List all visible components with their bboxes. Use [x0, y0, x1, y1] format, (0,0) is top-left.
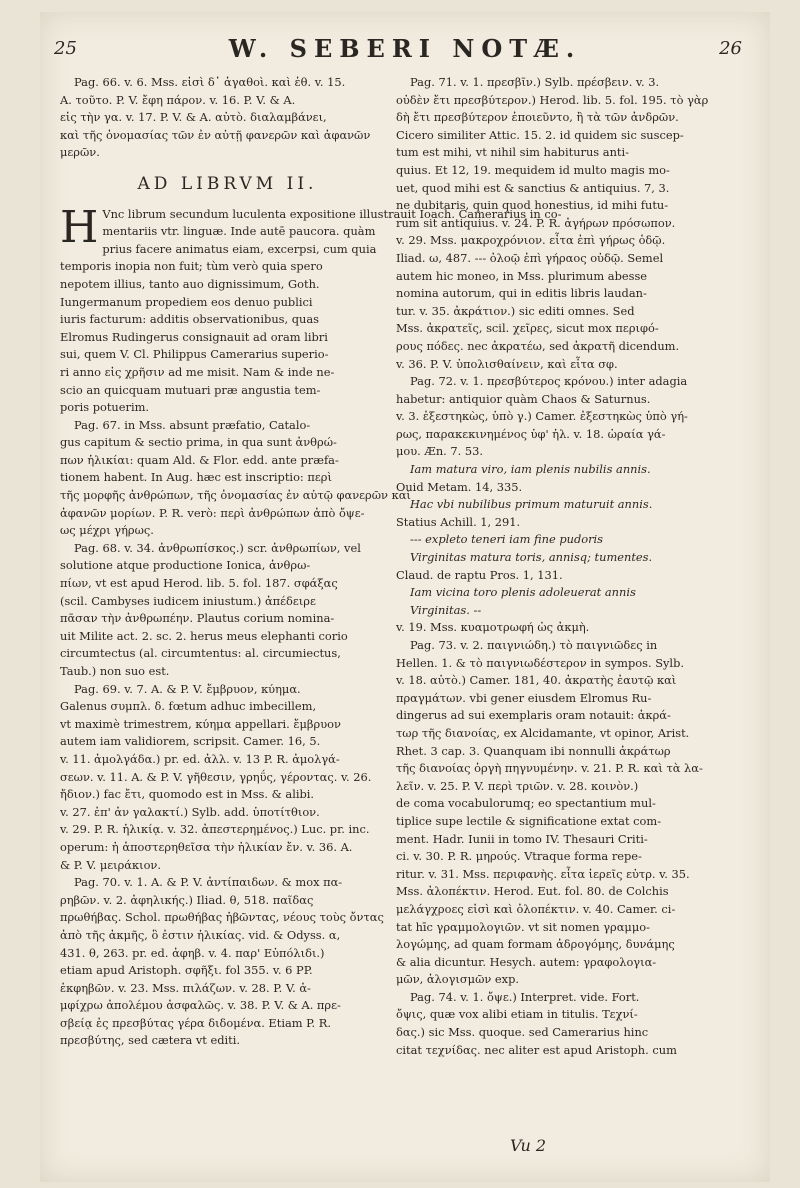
text-line: temporis inopia non fuit; tùm verò quia spero: [60, 259, 323, 274]
text-line: ως μέχρι γήρως.: [60, 523, 154, 538]
text-line: de coma vocabulorumq; eo spectantium mul-: [396, 796, 656, 811]
text-line: ἀφανῶν μορίων. P. R. verò: περὶ ἀνθρώπων ἀπὸ ὄψε-: [60, 505, 365, 520]
text-line: tionem habent. In Aug. hæc est inscriptio: περὶ: [60, 470, 332, 485]
text-line: nepotem illius, tanto auo dignissimum, Goth.: [60, 276, 320, 291]
text-line: Mss. ἀκρατεῖς, scil. χεῖρες, sicut mox περιφό-: [396, 321, 659, 336]
text-line: Cicero similiter Attic. 15. 2. id quidem sic suscep-: [396, 127, 684, 142]
text-line: ne dubitaris, quin quod honestius, id mihi futu-: [396, 198, 669, 213]
text-line: --- expleto teneri iam fine pudoris: [410, 532, 604, 547]
text-line: Statius Achill. 1, 291.: [396, 514, 521, 529]
text-line: εἰς τὴν γα. v. 17. P. V. & A. αὐτὸ. διαλαμβάνει,: [60, 110, 327, 125]
text-line: ci. v. 30. P. R. μηρούς. Vtraque forma repe-: [396, 849, 642, 864]
text-line: uet, quod mihi est & sanctius & antiquius. 7, 3.: [396, 180, 670, 195]
text-line: ὄψις, quæ vox alibi etiam in titulis. Τεχνί-: [396, 1007, 638, 1022]
intro-notes: [60, 74, 395, 162]
text-line: 431. θ, 263. pr. ed. ἀφηβ. v. 4. παρ' Εὐπόλιδι.): [60, 945, 325, 960]
text-line: πᾶσαν τὴν ἀνθρωπέην. Plautus corium nomina-: [60, 611, 335, 626]
text-line: etiam apud Aristoph. σφῆξι. fol 355. v. 6 PP.: [60, 963, 313, 978]
text-line: Pag. 71. v. 1. πρεσβῖν.) Sylb. πρέσβειν. v. 3.: [410, 75, 660, 89]
text-line: μῶν, ἀλογισμῶν exp.: [396, 972, 519, 987]
drop-cap: H: [60, 201, 99, 253]
text-line: μφίχρω ἀπολέμου ἀσφαλῶς. v. 38. P. V. & A. πρε-: [60, 998, 341, 1013]
text-line: Hellen. 1. & τὸ παιγνιωδέστερον in sympos. Sylb.: [396, 655, 684, 670]
text-line: autem hic moneo, in Mss. plurimum abesse: [396, 268, 648, 283]
section-heading: AD LIBRVM II.: [137, 173, 318, 194]
text-line: τῆς διανοίας ὀργὴ πηγνυμένην. v. 21. P. R. καὶ τὰ λα-: [396, 761, 703, 776]
text-line: Pag. 67. in Mss. absunt præfatio, Catalo-: [74, 417, 311, 432]
text-line: Hac vbi nubilibus primum maturuit annis.: [410, 497, 653, 512]
text-line: τωρ τῆς διανοίας, ex Alcidamante, vt opinor, Arist.: [396, 725, 690, 740]
text-line: πρεσβύτης, sed cætera vt editi.: [60, 1033, 241, 1048]
text-line: Taub.) non suo est.: [60, 664, 170, 678]
text-line: v. 19. Mss. κυαμοτρωφή ὡς ἀκμὴ.: [396, 620, 590, 635]
text-line: δὴ ἔτι πρεσβύτερον ἐποιεῦντο, ἢ τὰ τῶν ἀνδρῶν.: [396, 110, 679, 125]
text-line: ἀπὸ τῆς ἀκμῆς, ὃ ἐστιν ἡλικίας. vid. & Odyss. α,: [60, 927, 341, 942]
text-line: μου. Æn. 7. 53.: [396, 444, 484, 459]
text-line: Iliad. ω, 487. --- ὀλοῷ ἐπὶ γήραος οὐδῷ. Semel: [396, 250, 664, 265]
text-line: solutione atque productione Ionica, ἀνθρω-: [60, 558, 311, 573]
text-line: ritur. v. 31. Mss. περιφανὴς. εἶτα ἱερεῖς εὐτρ. v. 35.: [396, 866, 690, 881]
text-line: πραγμάτων. vbi gener eiusdem Elromus Ru-: [396, 690, 652, 705]
text-line: iuris facturum: additis observationibus, quas: [60, 312, 320, 327]
text-line: ri anno εἰς χρῆσιν ad me misit. Nam & inde ne-: [60, 364, 335, 379]
text-line: quius. Et 12, 19. mequidem id multo magis mo-: [396, 162, 670, 177]
text-line: Ouid Metam. 14, 335.: [396, 479, 523, 494]
text-line: v. 27. ἐπ' ἀν γαλακτί.) Sylb. add. ὑποτίτθιον.: [60, 804, 320, 819]
text-line: λεῖν. v. 25. P. V. περὶ τριῶν. v. 28. κοινὸν.): [396, 778, 639, 793]
text-line: τῆς μορφῆς ἀνθρώπων, τῆς ὀνομασίας ἐν αὐτῷ φανερῶν καὶ: [60, 488, 411, 503]
text-line: citat τεχνίδας. nec aliter est apud Aristoph. cum: [396, 1042, 677, 1057]
text-line: v. 11. ἀμολγάδα.) pr. ed. ἀλλ. v. 13 P. R. ἀμολγά-: [60, 751, 340, 766]
text-line: Elromus Rudingerus consignauit ad oram libri: [60, 329, 328, 344]
text-line: Mss. ἀλοπέκτιν. Herod. Eut. fol. 80. de Colchis: [396, 884, 669, 899]
text-line: ρους πόδες. nec ἀκρατέω, sed ἀκρατῆ dicendum.: [396, 338, 680, 353]
text-line: scio an quicquam mutuari præ angustia tem-: [60, 382, 321, 397]
text-line: mentariis vtr. linguæ. Inde autē paucora. quàm: [102, 224, 376, 239]
text-line: μελάγχροες εἰσὶ καὶ ὀλοπέκτιν. v. 40. Camer. ci-: [396, 901, 676, 916]
text-line: prius facere animatus eiam, excerpsi, cum quia: [102, 241, 377, 256]
text-line: (scil. Cambyses iudicem iniustum.) ἀπέδειρε: [60, 593, 316, 608]
text-line: σβείᾳ ἐς πρεσβύτας γέρα διδομένα. Etiam P. R.: [60, 1015, 331, 1030]
text-line: δας.) sic Mss. quoque. sed Camerarius hinc: [396, 1025, 649, 1040]
text-line: πίων, vt est apud Herod. lib. 5. fol. 187. σφάξας: [60, 576, 338, 591]
page-number-left: 25: [54, 38, 77, 59]
text-line: σεων. v. 11. A. & P. V. γῆθεσιν, γρηΰς, γέροντας. v. 26.: [60, 769, 372, 784]
text-line: Pag. 66. v. 6. Mss. εἰσὶ δ᾽ ἀγαθοὶ. καὶ ἐθ. v. 15.: [74, 75, 346, 89]
text-line: ρως, παρακεκινημένος ὑφ' ἡλ. v. 18. ὡραία γά-: [396, 426, 666, 441]
book-page: [40, 12, 770, 1182]
text-line: Galenus συμπλ. δ. fœtum adhuc imbecillem,: [60, 699, 317, 714]
running-title: W. SEBERI NOTÆ.: [228, 34, 582, 63]
right-column: [396, 74, 731, 1059]
text-line: Claud. de raptu Pros. 1, 131.: [396, 567, 563, 582]
text-line: v. 3. ἐξεστηκὼς, ὑπὸ γ.) Camer. ἐξεστηκὼς ὑπὸ γή-: [396, 409, 688, 424]
text-line: autem iam validiorem, scripsit. Camer. 16, 5.: [60, 734, 321, 749]
text-line: operum: ἡ ἀποστερηθεῖσα τὴν ἡλικίαν ἔν. v. 36. A.: [60, 839, 353, 854]
text-line: Iungermanum propediem eos denuo publici: [60, 294, 313, 309]
text-line: habetur: antiquior quàm Chaos & Saturnus.: [396, 391, 651, 406]
running-head: [40, 34, 770, 66]
text-line: ἐκφηβῶν. v. 23. Mss. πιλάζων. v. 28. P. V. ἀ-: [60, 980, 311, 995]
text-line: λογώμης, ad quam formam ἀδρογόμης, δυνάμης: [396, 937, 675, 952]
text-line: tum est mihi, vt nihil sim habiturus anti-: [396, 145, 629, 160]
text-line: Virginitas matura toris, annisq; tumentes.: [410, 550, 653, 565]
text-line: sui, quem V. Cl. Philippus Camerarius superio-: [60, 347, 329, 362]
signature-mark: Vu 2: [510, 1136, 547, 1155]
text-line: Pag. 69. v. 7. A. & P. V. ἔμβρυον, κύημα.: [74, 681, 301, 696]
text-line: Iam vicina toro plenis adoleuerat annis: [410, 585, 636, 600]
page-number-right: 26: [719, 38, 742, 59]
text-line: Pag. 72. v. 1. πρεσβύτερος κρόνου.) inter adagia: [410, 374, 688, 389]
text-line: Pag. 73. v. 2. παιγνιώδη.) τὸ παιγνιῶδες in: [410, 638, 658, 652]
text-line: circumtectus (al. circumtentus: al. circumiectus,: [60, 646, 341, 661]
text-line: ment. Hadr. Iunii in tomo IV. Thesauri Criti-: [396, 831, 648, 846]
text-line: A. τοῦτο. P. V. ἔφη πάρον. v. 16. P. V. & A.: [60, 92, 296, 107]
text-line: Pag. 70. v. 1. A. & P. V. ἀντίπαιδων. & mox πα-: [74, 875, 343, 890]
text-line: Iam matura viro, iam plenis nubilis annis.: [410, 462, 651, 477]
text-line: uit Milite act. 2. sc. 2. herus meus elephanti corio: [60, 628, 348, 643]
text-line: πων ἡλικίαι: quam Ald. & Flor. edd. ante præfa-: [60, 452, 339, 467]
text-line: dingerus ad sui exemplaris oram notauit: ἀκρά-: [396, 708, 671, 723]
text-line: Vnc librum secundum luculenta expositione illustrauit Ioach. Camerarius in co-: [102, 206, 562, 221]
text-line: v. 29. P. R. ἡλικίᾳ. v. 32. ἀπεστερημένος.) Luc. pr. inc.: [60, 822, 370, 837]
text-line: Pag. 68. v. 34. ἀνθρωπίσκος.) scr. ἀνθρωπίων, vel: [74, 540, 361, 555]
text-line: poris potuerim.: [60, 400, 150, 415]
text-line: Pag. 74. v. 1. ὄψε.) Interpret. vide. Fort.: [410, 989, 640, 1004]
text-line: οὐδὲν ἔτι πρεσβύτερον.) Herod. lib. 5. fol. 195. τὸ γὰρ: [396, 92, 709, 107]
text-line: μερῶν.: [60, 145, 100, 160]
text-line: Rhet. 3 cap. 3. Quanquam ibi nonnulli ἀκράτωρ: [396, 743, 671, 758]
text-line: καὶ τῆς ὀνομασίας τῶν ἐν αὐτῇ φανερῶν καὶ ἀφανῶν: [60, 127, 371, 142]
text-line: ρηβῶν. v. 2. ἀφηλικής.) Iliad. θ, 518. παῖδας: [60, 892, 314, 907]
text-line: & P. V. μειράκιον.: [60, 857, 161, 872]
text-line: v. 29. Mss. μακροχρόνιον. εἶτα ἐπὶ γήρως ὁδῷ.: [396, 233, 666, 248]
text-line: v. 36. P. V. ὑπολισθαίνειν, καὶ εἶτα σφ.: [396, 356, 618, 371]
text-line: tiplice supe lectile & significatione extat com-: [396, 813, 662, 828]
text-line: tur. v. 35. ἀκράτιον.) sic editi omnes. Sed: [396, 303, 635, 318]
text-line: tat hīc γραμμολογιῶν. vt sit nomen γραμμο-: [396, 919, 650, 934]
text-line: rum sit antiquius. v. 24. P. R. ἀγήρων πρόσωπον.: [396, 215, 676, 230]
text-line: ἤδιον.) fac ἔτι, quomodo est in Mss. & alibi.: [60, 787, 315, 802]
text-line: gus capitum & sectio prima, in qua sunt ἀνθρώ-: [60, 435, 337, 450]
text-line: vt maximè trimestrem, κύημα appellari. ἔμβρυον: [60, 716, 341, 731]
text-line: v. 18. αὐτὸ.) Camer. 181, 40. ἀκρατὴς ἐαυτῷ καὶ: [396, 673, 677, 688]
text-line: nomina autorum, qui in editis libris laudan-: [396, 286, 647, 301]
text-line: & alia dicuntur. Hesych. autem: γραφολογια-: [396, 954, 657, 969]
text-line: Virginitas. --: [410, 602, 482, 617]
text-line: πρωθήβας. Schol. πρωθήβας ἡβῶντας, νέους τοὺς ὄντας: [60, 910, 384, 925]
